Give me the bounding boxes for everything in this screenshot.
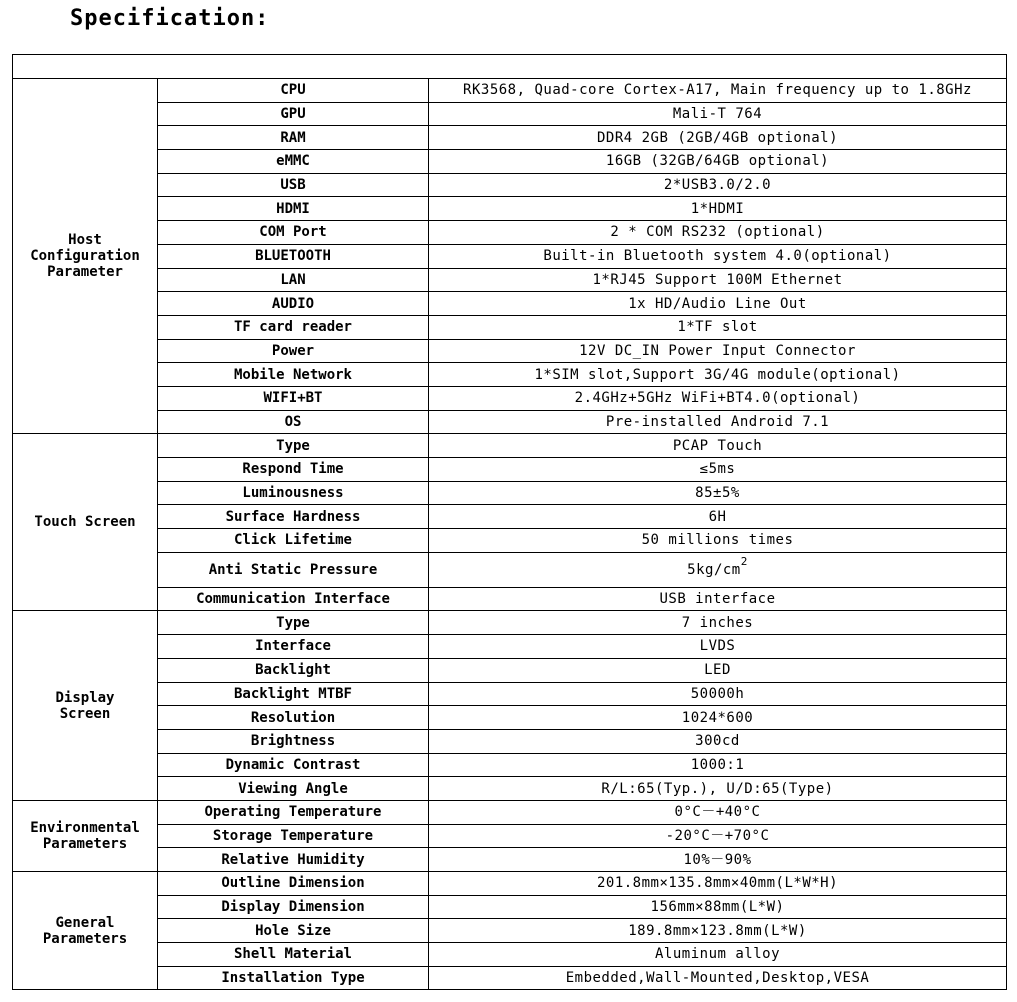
spec-value-cell: [429, 410, 1007, 434]
spec-label: Dynamic Contrast: [158, 753, 429, 777]
table-row: [13, 800, 1007, 824]
spec-value: Aluminum alloy: [655, 946, 781, 963]
table-row: [13, 221, 1007, 245]
spec-value: 10%－90%: [683, 851, 752, 868]
spec-value: 5kg/cm: [687, 561, 741, 578]
spec-label: Power: [158, 339, 429, 363]
spec-value-cell: [429, 221, 1007, 245]
spec-value: Embedded,Wall-Mounted,Desktop,VESA: [565, 970, 870, 987]
spec-value-cell: [429, 824, 1007, 848]
spec-value-cell: [429, 611, 1007, 635]
table-row: [13, 824, 1007, 848]
section-title-cell: [13, 872, 158, 990]
table-row: [13, 872, 1007, 896]
spec-label: Communication Interface: [158, 587, 429, 611]
spec-value: -20°C－+70°C: [665, 827, 770, 844]
table-row: [13, 197, 1007, 221]
spec-value-cell: [429, 872, 1007, 896]
spec-value: 50000h: [690, 685, 745, 702]
table-row: [13, 315, 1007, 339]
spec-label: Display Dimension: [158, 895, 429, 919]
table-row: [13, 386, 1007, 410]
table-row: [13, 729, 1007, 753]
spec-value: 50 millions times: [641, 532, 794, 549]
spec-value: 1*SIM slot,Support 3G/4G module(optional): [534, 366, 901, 383]
table-header-row: [13, 55, 1007, 79]
spec-value: 7 inches: [681, 614, 754, 631]
table-row: [13, 777, 1007, 801]
table-row: [13, 244, 1007, 268]
table-header-cell: [13, 55, 1007, 79]
table-row: [13, 268, 1007, 292]
spec-value-cell: [429, 126, 1007, 150]
spec-value: 1024*600: [681, 709, 754, 726]
spec-label: Outline Dimension: [158, 872, 429, 896]
table-row: [13, 481, 1007, 505]
spec-value-cell: [429, 79, 1007, 103]
section-title-cell: [13, 800, 158, 871]
table-row: [13, 635, 1007, 659]
spec-value-cell: [429, 529, 1007, 553]
table-row: [13, 410, 1007, 434]
table-row: [13, 552, 1007, 587]
section-title-line: General: [55, 914, 115, 931]
table-row: [13, 919, 1007, 943]
spec-value-cell: [429, 552, 1007, 587]
spec-label: LAN: [158, 268, 429, 292]
table-row: [13, 706, 1007, 730]
spec-value: 16GB (32GB/64GB optional): [605, 153, 830, 170]
spec-value-cell: [429, 458, 1007, 482]
section-title-line: Host: [68, 232, 102, 249]
table-row: [13, 292, 1007, 316]
spec-value: 1*TF slot: [677, 319, 758, 336]
spec-label: Luminousness: [158, 481, 429, 505]
table-row: [13, 173, 1007, 197]
spec-value-cell: [429, 943, 1007, 967]
specification-table-body: [13, 55, 1007, 990]
spec-value: 12V DC_IN Power Input Connector: [579, 342, 856, 359]
spec-value-cell: [429, 777, 1007, 801]
spec-value-cell: [429, 339, 1007, 363]
spec-value: 1x HD/Audio Line Out: [628, 295, 807, 312]
spec-value: 85±5%: [695, 485, 740, 502]
specification-table: [12, 54, 1007, 990]
section-title-line: Display: [55, 689, 115, 706]
spec-label: TF card reader: [158, 315, 429, 339]
spec-value-cell: [429, 729, 1007, 753]
spec-value-cell: [429, 102, 1007, 126]
spec-label: eMMC: [158, 150, 429, 174]
spec-label: Surface Hardness: [158, 505, 429, 529]
spec-label: Backlight: [158, 658, 429, 682]
spec-value-cell: [429, 244, 1007, 268]
spec-value-cell: [429, 800, 1007, 824]
spec-value-cell: [429, 895, 1007, 919]
spec-value: 6H: [708, 508, 727, 525]
spec-value: 300cd: [695, 733, 740, 750]
spec-value-cell: [429, 706, 1007, 730]
table-row: [13, 587, 1007, 611]
table-row: [13, 339, 1007, 363]
table-row: [13, 79, 1007, 103]
spec-value: RK3568, Quad-core Cortex-A17, Main frequency up to 1.8GHz: [463, 82, 972, 99]
table-row: [13, 682, 1007, 706]
section-title-line: Touch Screen: [34, 514, 136, 531]
spec-label: BLUETOOTH: [158, 244, 429, 268]
spec-value-cell: [429, 658, 1007, 682]
spec-label: Backlight MTBF: [158, 682, 429, 706]
spec-label: OS: [158, 410, 429, 434]
spec-value-cell: [429, 150, 1007, 174]
spec-value-cell: [429, 292, 1007, 316]
table-row: [13, 966, 1007, 990]
table-row: [13, 458, 1007, 482]
spec-label: Respond Time: [158, 458, 429, 482]
spec-label: Interface: [158, 635, 429, 659]
spec-value-cell: [429, 315, 1007, 339]
spec-label: AUDIO: [158, 292, 429, 316]
spec-value-superscript: 2: [740, 554, 748, 568]
section-title-cell: [13, 434, 158, 611]
spec-value: LED: [704, 662, 731, 679]
spec-value-cell: [429, 481, 1007, 505]
table-row: [13, 434, 1007, 458]
spec-value-cell: [429, 635, 1007, 659]
spec-label: CPU: [158, 79, 429, 103]
spec-label: Click Lifetime: [158, 529, 429, 553]
table-row: [13, 848, 1007, 872]
spec-label: RAM: [158, 126, 429, 150]
spec-label: Viewing Angle: [158, 777, 429, 801]
spec-label: Hole Size: [158, 919, 429, 943]
table-row: [13, 658, 1007, 682]
spec-value: DDR4 2GB (2GB/4GB optional): [596, 129, 839, 146]
section-title-line: Parameter: [47, 264, 123, 281]
table-row: [13, 363, 1007, 387]
section-title-cell: [13, 79, 158, 434]
spec-value: Mali-T 764: [672, 106, 763, 123]
spec-label: Relative Humidity: [158, 848, 429, 872]
spec-label: Type: [158, 434, 429, 458]
spec-value-cell: [429, 919, 1007, 943]
section-title-line: Configuration: [30, 248, 140, 265]
spec-value-cell: [429, 386, 1007, 410]
spec-label: Operating Temperature: [158, 800, 429, 824]
table-row: [13, 102, 1007, 126]
spec-value: 0°C－+40°C: [674, 804, 761, 821]
section-title-line: Parameters: [42, 835, 128, 852]
table-row: [13, 150, 1007, 174]
section-title-cell: [13, 611, 158, 801]
spec-value: 1*RJ45 Support 100M Ethernet: [592, 271, 843, 288]
spec-value: 1000:1: [690, 756, 745, 773]
spec-value: USB interface: [659, 591, 776, 608]
spec-value: 2 * COM RS232 (optional): [610, 224, 825, 241]
table-row: [13, 126, 1007, 150]
spec-value-cell: [429, 753, 1007, 777]
spec-value-cell: [429, 587, 1007, 611]
table-row: [13, 943, 1007, 967]
spec-value-cell: [429, 505, 1007, 529]
spec-value-cell: [429, 173, 1007, 197]
table-row: [13, 895, 1007, 919]
spec-value-cell: [429, 363, 1007, 387]
table-row: [13, 611, 1007, 635]
spec-label: Anti Static Pressure: [158, 552, 429, 587]
table-row: [13, 529, 1007, 553]
spec-label: Brightness: [158, 729, 429, 753]
spec-value: 201.8mm×135.8mm×40mm(L*W*H): [596, 875, 839, 892]
spec-label: Mobile Network: [158, 363, 429, 387]
spec-label: HDMI: [158, 197, 429, 221]
spec-value: 189.8mm×123.8mm(L*W): [628, 922, 807, 939]
spec-label: COM Port: [158, 221, 429, 245]
page-title: Specification:: [70, 6, 270, 31]
spec-label: WIFI+BT: [158, 386, 429, 410]
spec-label: Storage Temperature: [158, 824, 429, 848]
spec-value: Built-in Bluetooth system 4.0(optional): [543, 248, 892, 265]
spec-value: PCAP Touch: [672, 437, 763, 454]
spec-value-cell: [429, 197, 1007, 221]
spec-value: ≤5ms: [699, 461, 736, 478]
spec-value-cell: [429, 966, 1007, 990]
spec-label: USB: [158, 173, 429, 197]
spec-value: 1*HDMI: [690, 200, 745, 217]
spec-value-cell: [429, 848, 1007, 872]
table-row: [13, 753, 1007, 777]
spec-label: Shell Material: [158, 943, 429, 967]
spec-value-cell: [429, 682, 1007, 706]
spec-value-cell: [429, 434, 1007, 458]
spec-value: LVDS: [699, 638, 736, 655]
section-title-line: Parameters: [42, 930, 128, 947]
spec-value: 2*USB3.0/2.0: [663, 177, 772, 194]
spec-label: Installation Type: [158, 966, 429, 990]
section-title-line: Environmental: [30, 819, 140, 836]
spec-label: Type: [158, 611, 429, 635]
table-row: [13, 505, 1007, 529]
section-title-line: Screen: [59, 705, 111, 722]
spec-label: Resolution: [158, 706, 429, 730]
spec-value: Pre-installed Android 7.1: [605, 413, 830, 430]
spec-value: R/L:65(Typ.), U/D:65(Type): [601, 780, 834, 797]
spec-value: 2.4GHz+5GHz WiFi+BT4.0(optional): [574, 390, 861, 407]
spec-value: 156mm×88mm(L*W): [650, 899, 785, 916]
spec-value-cell: [429, 268, 1007, 292]
spec-label: GPU: [158, 102, 429, 126]
